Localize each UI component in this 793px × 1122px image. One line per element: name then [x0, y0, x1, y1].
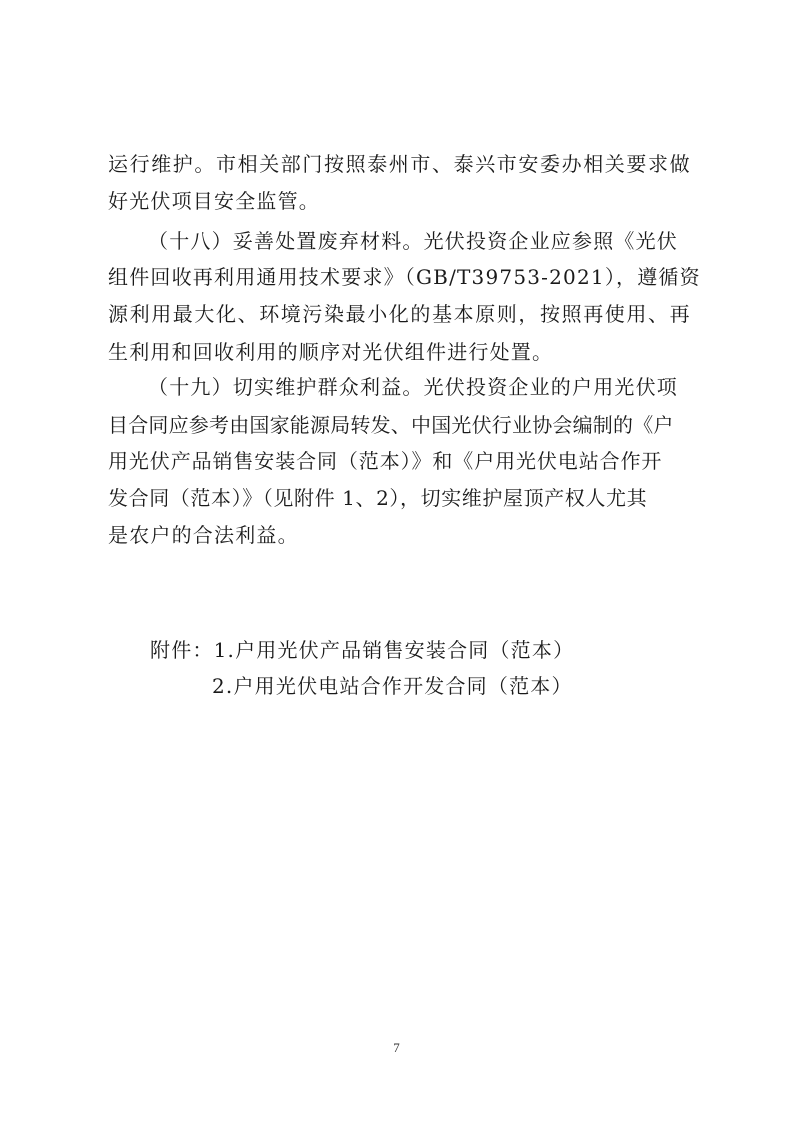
- attachment-item-2: 2.户用光伏电站合作开发合同（范本）: [212, 674, 573, 698]
- paragraph-line: （十九）切实维护群众利益。光伏投资企业的户用光伏项: [148, 375, 678, 399]
- paragraph-line: 用光伏产品销售安装合同（范本）》和《户用光伏电站合作开: [108, 449, 663, 473]
- paragraph-line: 运行维护。市相关部门按照泰州市、泰兴市安委办相关要求做: [108, 152, 692, 176]
- paragraph-line: 组件回收再利用通用技术要求》（GB/T39753-2021），遵循资: [108, 265, 701, 289]
- paragraph-line: 生利用和回收利用的顺序对光伏组件进行处置。: [108, 340, 554, 364]
- paragraph-line: 发合同（范本）》（见附件 1、2），切实维护屋顶产权人尤其: [108, 486, 648, 510]
- paragraph-line: 是农户的合法利益。: [108, 523, 299, 547]
- paragraph-line: 源利用最大化、环境污染最小化的基本原则，按照再使用、再: [108, 302, 692, 326]
- paragraph-line: 好光伏项目安全监管。: [108, 189, 320, 213]
- page-number: 7: [393, 1040, 400, 1055]
- attachment-item-1: 附件：1.户用光伏产品销售安装合同（范本）: [150, 638, 575, 662]
- paragraph-line: 目合同应参考由国家能源局转发、中国光伏行业协会编制的《户: [108, 413, 674, 437]
- paragraph-line: （十八）妥善处置废弃材料。光伏投资企业应参照《光伏: [148, 229, 678, 253]
